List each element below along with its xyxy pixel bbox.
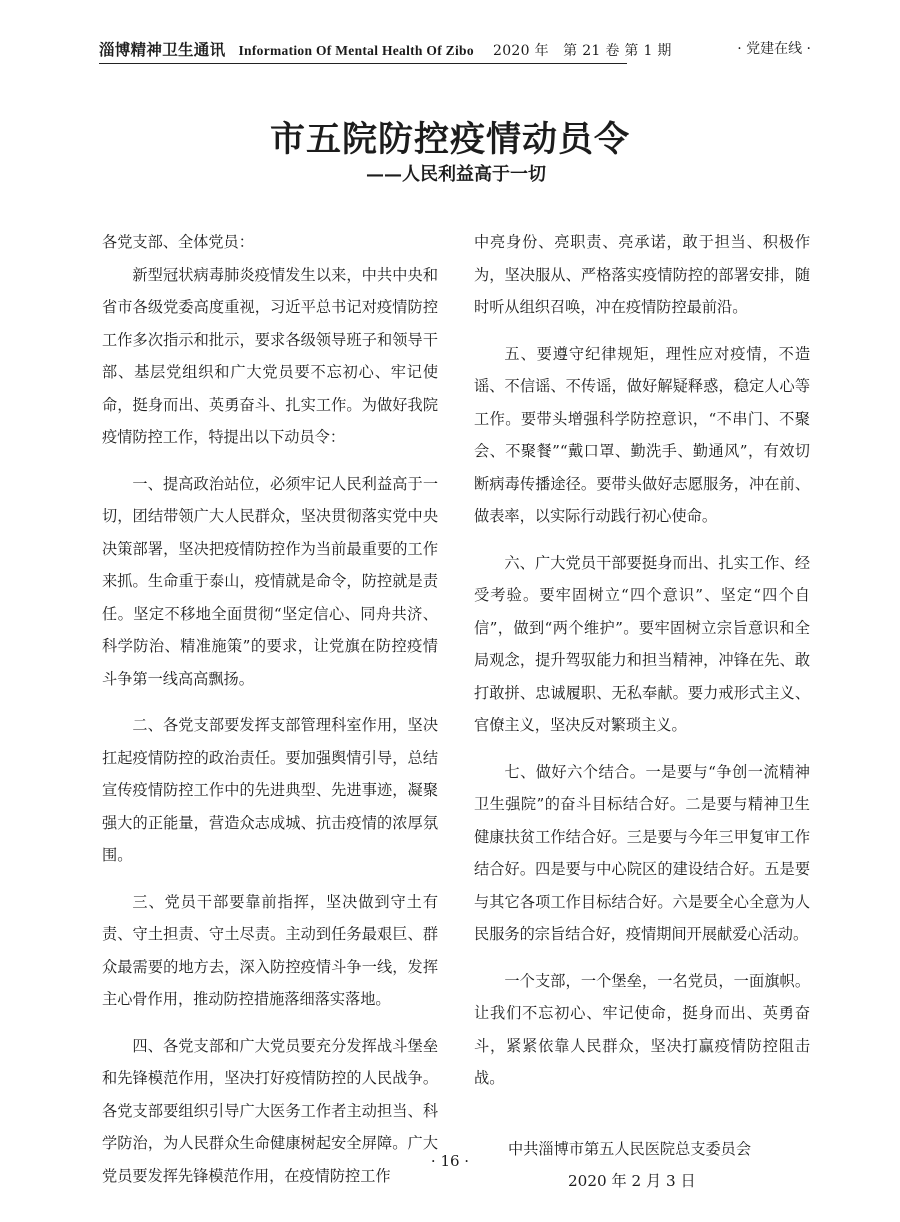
header-rule bbox=[99, 63, 627, 64]
section-label: · 党建在线 · bbox=[737, 41, 811, 57]
paragraph-intro: 新型冠状病毒肺炎疫情发生以来，中共中央和省市各级党委高度重视，习近平总书记对疫情防控工作多次指示和批示，要求各级领导班子和领导干部、基层党组织和广大党员要不忘初心、牢记使命，挺身而出、英勇奋斗、扎实工作。为做好我院疫情防控工作，特提出以下动员令： bbox=[102, 265, 438, 446]
running-header bbox=[99, 38, 811, 68]
paragraph-4-continued: 中亮身份、亮职责、亮承诺，敢于担当、积极作为，坚决服从、严格落实疫情防控的部署安排，随时听从组织召唤，冲在疫情防控最前沿。 bbox=[474, 233, 810, 316]
right-column bbox=[474, 226, 810, 1197]
signature-organization: 中共淄博市第五人民医院总支委员会 bbox=[508, 1139, 751, 1158]
article-subtitle: ——人民利益高于一切 bbox=[366, 164, 546, 185]
paragraph-6: 六、广大党员干部要挺身而出、扎实工作、经受考验。要牢固树立“四个意识”、坚定“四个自信”，做到“两个维护”。要牢固树立宗旨意识和全局观念，提升驾驭能力和担当精神，冲锋在先、敢打敢拼、忠诚履职、无私奉献。要力戒形式主义、官僚主义，坚决反对繁琐主义。 bbox=[474, 553, 810, 734]
paragraph-2: 二、各党支部要发挥支部管理科室作用，坚决扛起疫情防控的政治责任。要加强舆情引导，总结宣传疫情防控工作中的先进典型、先进事迹，凝聚强大的正能量，营造众志成城、抗击疫情的浓厚氛围。 bbox=[102, 716, 438, 864]
left-column bbox=[102, 226, 438, 1206]
issue-info: 2020 年 第 21 卷 第 1 期 bbox=[492, 43, 672, 59]
header-journal-info bbox=[99, 38, 672, 60]
salutation: 各党支部、全体党员： bbox=[102, 233, 254, 251]
paragraph-7: 七、做好六个结合。一是要与“争创一流精神卫生强院”的奋斗目标结合好。二是要与精神卫生健康扶贫工作结合好。三是要与今年三甲复审工作结合好。四是要与中心院区的建设结合好。五是要与其它各项工作目标结合好。六是要全心全意为人民服务的宗旨结合好，疫情期间开展献爱心活动。 bbox=[474, 762, 810, 943]
article-title: 市五院防控疫情动员令 bbox=[269, 119, 630, 160]
paragraph-3: 三、党员干部要靠前指挥，坚决做到守土有责、守土担责、守土尽责。主动到任务最艰巨、群众最需要的地方去，深入防控疫情斗争一线，发挥主心骨作用，推动防控措施落细落实落地。 bbox=[102, 892, 438, 1008]
signature-date: 2020 年 2 月 3 日 bbox=[568, 1171, 696, 1190]
paragraph-closing: 一个支部，一个堡垒，一名党员，一面旗帜。让我们不忘初心、牢记使命，挺身而出、英勇奋斗，紧紧依靠人民群众，坚决打赢疫情防控阻击战。 bbox=[474, 971, 810, 1087]
journal-title-en: Information Of Mental Health Of Zibo bbox=[238, 43, 474, 58]
page-number: · 16 · bbox=[430, 1152, 470, 1170]
paragraph-1: 一、提高政治站位，必须牢记人民利益高于一切，团结带领广大人民群众，坚决贯彻落实党中央决策部署，坚决把疫情防控作为当前最重要的工作来抓。生命重于泰山，疫情就是命令，防控就是责任。坚定不移地全面贯彻“坚定信心、同舟共济、科学防治、精准施策”的要求，让党旗在防控疫情斗争第一线高高飘扬。 bbox=[102, 474, 438, 688]
paragraph-4: 四、各党支部和广大党员要充分发挥战斗堡垒和先锋模范作用，坚决打好疫情防控的人民战争。各党支部要组织引导广大医务工作者主动担当、科学防治，为人民群众生命健康树起安全屏障。广大党员要发挥先锋模范作用，在疫情防控工作 bbox=[102, 1036, 438, 1185]
paragraph-5: 五、要遵守纪律规矩，理性应对疫情，不造谣、不信谣、不传谣，做好解疑释惑，稳定人心等工作。要带头增强科学防控意识，“不串门、不聚会、不聚餐”“戴口罩、勤洗手、勤通风”，有效切断病毒传播途径。要带头做好志愿服务，冲在前、做表率，以实际行动践行初心使命。 bbox=[474, 344, 810, 525]
journal-title: 淄博精神卫生通讯 bbox=[99, 40, 226, 59]
